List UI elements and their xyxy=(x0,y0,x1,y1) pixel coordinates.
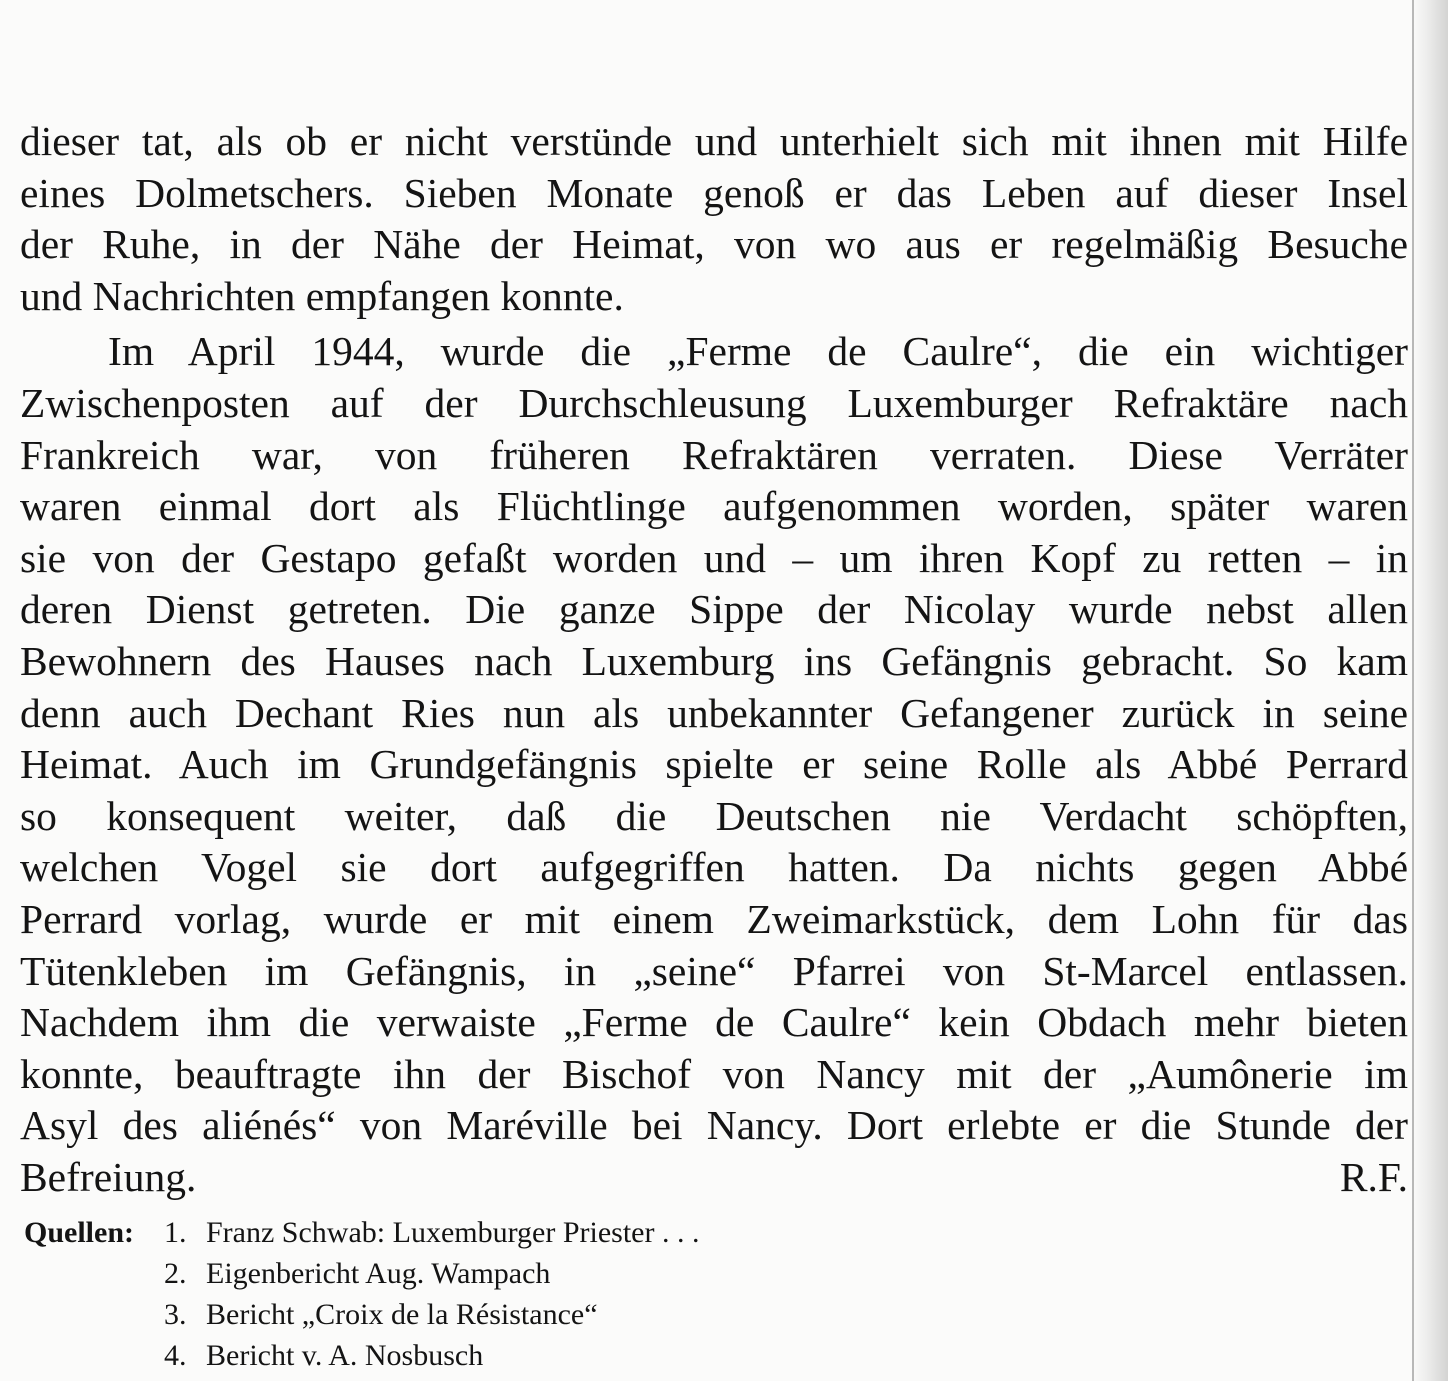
text-line: welchen Vogel sie dort aufgegriffen hatten. Da nichts gegen Abbé xyxy=(20,844,1408,891)
sources-list xyxy=(24,1212,700,1376)
source-item xyxy=(24,1212,700,1253)
source-text: Eigenbericht Aug. Wampach xyxy=(206,1257,551,1290)
source-text: Franz Schwab: Luxemburger Priester . . . xyxy=(206,1216,700,1249)
page-edge-shadow xyxy=(1412,0,1448,1381)
source-item xyxy=(24,1294,700,1335)
source-number: 4. xyxy=(164,1339,187,1372)
text-line: konnte, beauftragte ihn der Bischof von Nancy mit der „Aumônerie im xyxy=(20,1050,1408,1097)
source-number: 1. xyxy=(164,1216,187,1249)
text-line: deren Dienst getreten. Die ganze Sippe der Nicolay wurde nebst allen xyxy=(20,586,1408,633)
page-edge-line xyxy=(1412,0,1414,1381)
text-line: Tütenkleben im Gefängnis, in „seine“ Pfarrei von St-Marcel entlassen. xyxy=(20,947,1408,994)
source-number: 2. xyxy=(164,1257,187,1290)
text-line: so konsequent weiter, daß die Deutschen nie Verdacht schöpften, xyxy=(20,792,1408,839)
source-text: Bericht v. A. Nosbusch xyxy=(206,1339,484,1372)
text-line: Im April 1944, wurde die „Ferme de Caulre“, die ein wichtiger xyxy=(108,328,1408,375)
paragraph-1 xyxy=(20,116,1408,322)
paragraph-2 xyxy=(20,326,1408,1203)
text-line: Asyl des aliénés“ von Maréville bei Nancy. Dort erlebte er die Stunde der xyxy=(20,1102,1408,1149)
text-line: Befreiung. xyxy=(20,1153,197,1200)
final-line-row xyxy=(20,1152,1408,1204)
text-line: Heimat. Auch im Grundgefängnis spielte er seine Rolle als Abbé Perrard xyxy=(20,741,1408,788)
text-line: Perrard vorlag, wurde er mit einem Zweimarkstück, dem Lohn für das xyxy=(20,895,1408,942)
text-line: dieser tat, als ob er nicht verstünde und unterhielt sich mit ihnen mit Hilfe xyxy=(20,118,1408,164)
author-signature: R.F. xyxy=(1339,1153,1408,1200)
text-line: sie von der Gestapo gefaßt worden und – um ihren Kopf zu retten – in xyxy=(20,534,1408,581)
source-text: Bericht „Croix de la Résistance“ xyxy=(206,1298,598,1331)
text-line: Frankreich war, von früheren Refraktären verraten. Diese Verräter xyxy=(20,431,1408,478)
source-item xyxy=(24,1335,700,1376)
text-line: der Ruhe, in der Nähe der Heimat, von wo aus er regelmäßig Besuche xyxy=(20,221,1408,268)
source-number: 3. xyxy=(164,1298,187,1331)
text-line: eines Dolmetschers. Sieben Monate genoß er das Leben auf dieser Insel xyxy=(20,169,1408,216)
article-body xyxy=(20,116,1408,1203)
sources-label: Quellen: xyxy=(24,1216,134,1249)
text-line: Nachdem ihm die verwaiste „Ferme de Caulre“ kein Obdach mehr bieten xyxy=(20,999,1408,1046)
text-line: denn auch Dechant Ries nun als unbekannter Gefangener zurück in seine xyxy=(20,689,1408,736)
text-line: Zwischenposten auf der Durchschleusung Luxemburger Refraktäre nach xyxy=(20,379,1408,426)
text-line: Bewohnern des Hauses nach Luxemburg ins Gefängnis gebracht. So kam xyxy=(20,637,1408,684)
source-item xyxy=(24,1253,700,1294)
text-line: waren einmal dort als Flüchtlinge aufgenommen worden, später waren xyxy=(20,483,1408,530)
text-line: und Nachrichten empfangen konnte. xyxy=(20,272,624,319)
